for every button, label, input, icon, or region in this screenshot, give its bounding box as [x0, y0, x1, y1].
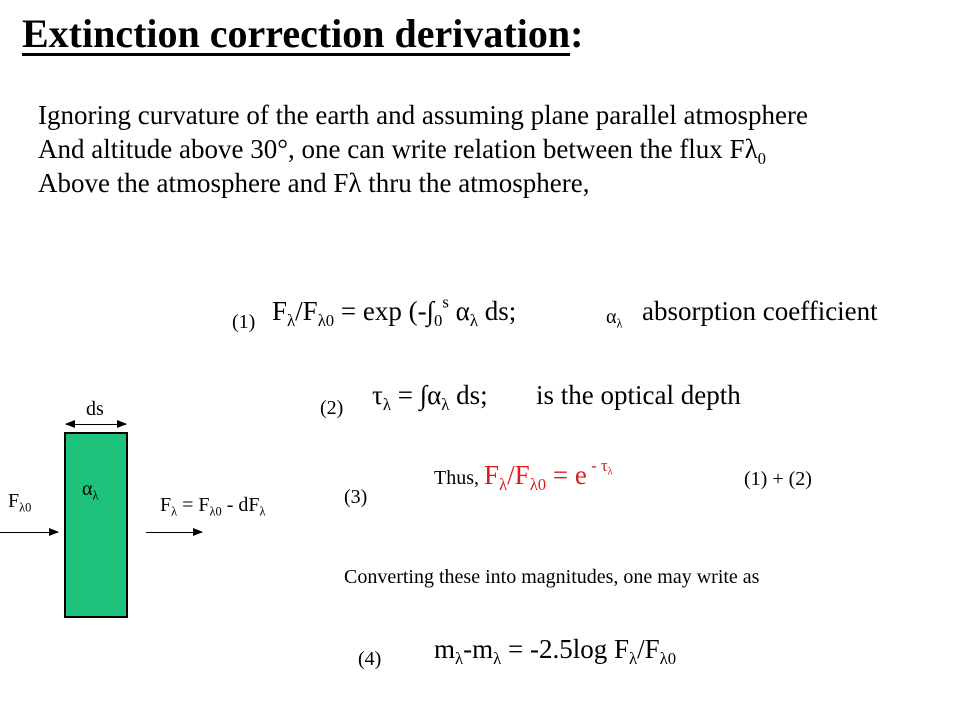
eq2-number: (2)	[320, 397, 344, 419]
eq1-formula: $F_\lambda/F_{\lambda 0} = \exp (-\int_0^s$ $\alpha_\lambda$ ds;	[272, 292, 517, 330]
eq2-formula: $\tau_\lambda = \int\alpha_\lambda$ ds;	[372, 380, 488, 414]
incident-flux-label: $F_{\lambda 0}$	[8, 490, 32, 515]
intro-line-1: Ignoring curvature of the earth and assuming plane parallel atmosphere	[38, 100, 808, 130]
intro-text	[38, 98, 808, 200]
transmitted-arrow	[146, 532, 202, 533]
eq4-formula: $m_\lambda-m_\lambda = -2.5\log$ $F_\lambda/F_{\lambda 0}$	[434, 634, 677, 668]
eq3-formula: Thus, $F_\lambda/F_{\lambda 0} = e$ $^{- \tau_\lambda}$	[434, 456, 613, 494]
eq1-alpha-symbol: $\alpha_\lambda$	[606, 306, 623, 331]
eq2-description: is the optical depth	[536, 380, 741, 410]
converting-text: Converting these into magnitudes, one may write as	[344, 566, 760, 588]
slab-alpha-label: $\alpha_\lambda$	[82, 478, 99, 503]
ds-double-arrow	[66, 424, 126, 425]
slide-title: Extinction correction derivation:	[22, 11, 584, 56]
eq3-reference: (1) + (2)	[744, 468, 812, 490]
intro-line-2: And altitude above 30°, one can write relation between the flux $F\lambda_0$	[38, 134, 767, 168]
incident-arrow	[0, 532, 58, 533]
intro-line-3: Above the atmosphere and Fλ thru the atmosphere,	[38, 168, 590, 198]
eq3-number: (3)	[344, 486, 368, 508]
ds-label: ds	[86, 398, 104, 420]
eq1-description: absorption coefficient	[642, 296, 878, 326]
transmitted-flux-label: $F_\lambda = F_{\lambda 0} - dF_\lambda$	[160, 494, 266, 519]
eq1-number: (1)	[232, 311, 256, 333]
atmosphere-slab	[64, 432, 128, 618]
eq4-number: (4)	[358, 648, 382, 670]
